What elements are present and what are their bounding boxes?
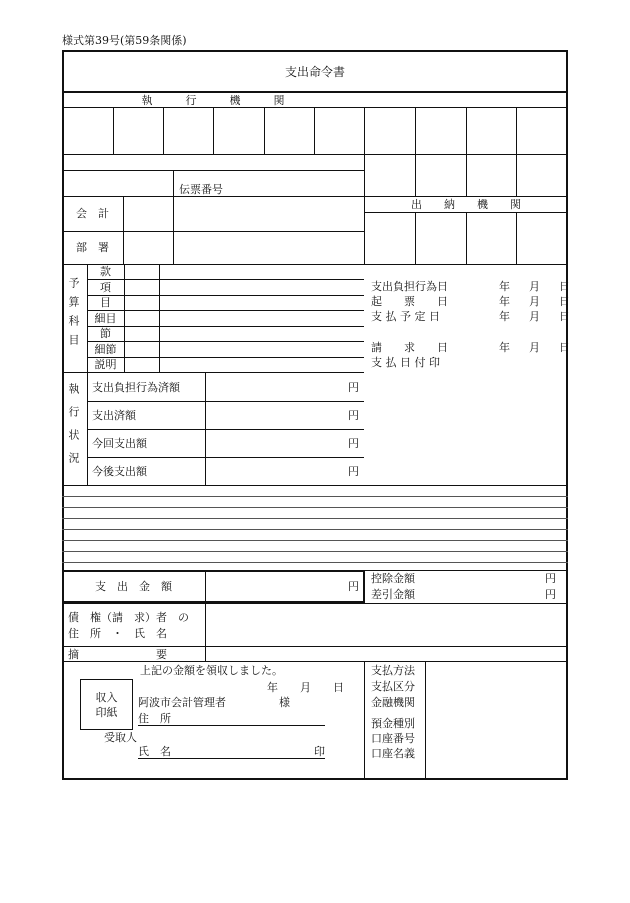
slip-number-label: 伝票番号 (179, 183, 223, 196)
date-label-obligation: 支出負担行為日 (371, 280, 448, 293)
receipt-seal: 印 (314, 745, 325, 758)
date-ymd-scheduled: 年 月 日 (499, 310, 574, 323)
receipt-name-label: 氏 名 (138, 745, 171, 758)
exec-row-future: 今後支出額 (92, 465, 147, 478)
creditor-label-line2: 住 所 ・ 氏 名 (68, 627, 167, 640)
date-label-request: 請 求 日 (371, 341, 448, 354)
stamp-label-line1: 収入 (95, 691, 118, 704)
disbursing-agency-label: 出 納 機 関 (411, 198, 521, 211)
budget-row-setsumei: 説明 (94, 358, 117, 371)
receipt-receiver-label: 受取人 (104, 731, 137, 744)
date-ymd-request: 年 月 日 (499, 341, 574, 354)
budget-subject-label: 予算科目 (67, 277, 80, 353)
date-label-drafting: 起 票 日 (371, 295, 448, 308)
deduction-label: 控除金額 (371, 572, 415, 585)
department-label: 部 署 (76, 241, 109, 254)
account-holder-label: 口座名義 (371, 747, 415, 760)
payment-category-label: 支払区分 (371, 680, 415, 693)
deduction-unit: 円 (545, 572, 556, 585)
amount-label: 支 出 金 額 (95, 580, 172, 593)
budget-row-kou: 項 (100, 281, 111, 294)
date-label-scheduled: 支 払 予 定 日 (371, 310, 440, 323)
receipt-notice: 上記の金額を領収しました。 (140, 664, 283, 677)
exec-row-obligated: 支出負担行為済額 (92, 381, 180, 394)
date-ymd-obligation: 年 月 日 (499, 280, 574, 293)
summary-label: 摘 要 (68, 648, 167, 661)
date-label-payment-stamp: 支 払 日 付 印 (371, 356, 440, 369)
exec-unit-future: 円 (348, 465, 359, 478)
exec-row-paid: 支出済額 (92, 409, 136, 422)
budget-row-setsu: 節 (100, 327, 111, 340)
exec-unit-current: 円 (348, 437, 359, 450)
receipt-honorific: 様 (279, 696, 290, 709)
budget-row-kan: 款 (100, 265, 111, 278)
budget-row-moku: 目 (100, 296, 111, 309)
financial-institution-label: 金融機関 (371, 696, 415, 709)
receipt-date: 年 月 日 (267, 681, 344, 694)
executing-agency-label: 執 行 機 関 (141, 94, 285, 107)
budget-row-saimoku: 細目 (94, 312, 117, 325)
revenue-stamp-box (80, 679, 133, 730)
form-number: 様式第39号(第59条関係) (62, 34, 187, 47)
form-frame (62, 50, 568, 780)
account-number-label: 口座番号 (371, 732, 415, 745)
stamp-label-line2: 印紙 (95, 706, 118, 719)
exec-unit-obligated: 円 (348, 381, 359, 394)
execution-status-label: 執行状況 (67, 383, 80, 475)
budget-row-saisetsu: 細節 (94, 343, 117, 356)
receipt-address-label: 住 所 (138, 712, 171, 725)
payment-method-label: 支払方法 (371, 664, 415, 677)
creditor-label-line1: 債 権（請 求）者 の (68, 611, 189, 624)
receipt-manager: 阿波市会計管理者 (138, 696, 226, 709)
net-label: 差引金額 (371, 588, 415, 601)
deposit-type-label: 預金種別 (371, 717, 415, 730)
exec-unit-paid: 円 (348, 409, 359, 422)
amount-unit: 円 (348, 580, 359, 593)
net-unit: 円 (545, 588, 556, 601)
exec-row-current: 今回支出額 (92, 437, 147, 450)
form-title: 支出命令書 (284, 65, 345, 79)
accounting-label: 会 計 (76, 207, 109, 220)
date-ymd-drafting: 年 月 日 (499, 295, 574, 308)
